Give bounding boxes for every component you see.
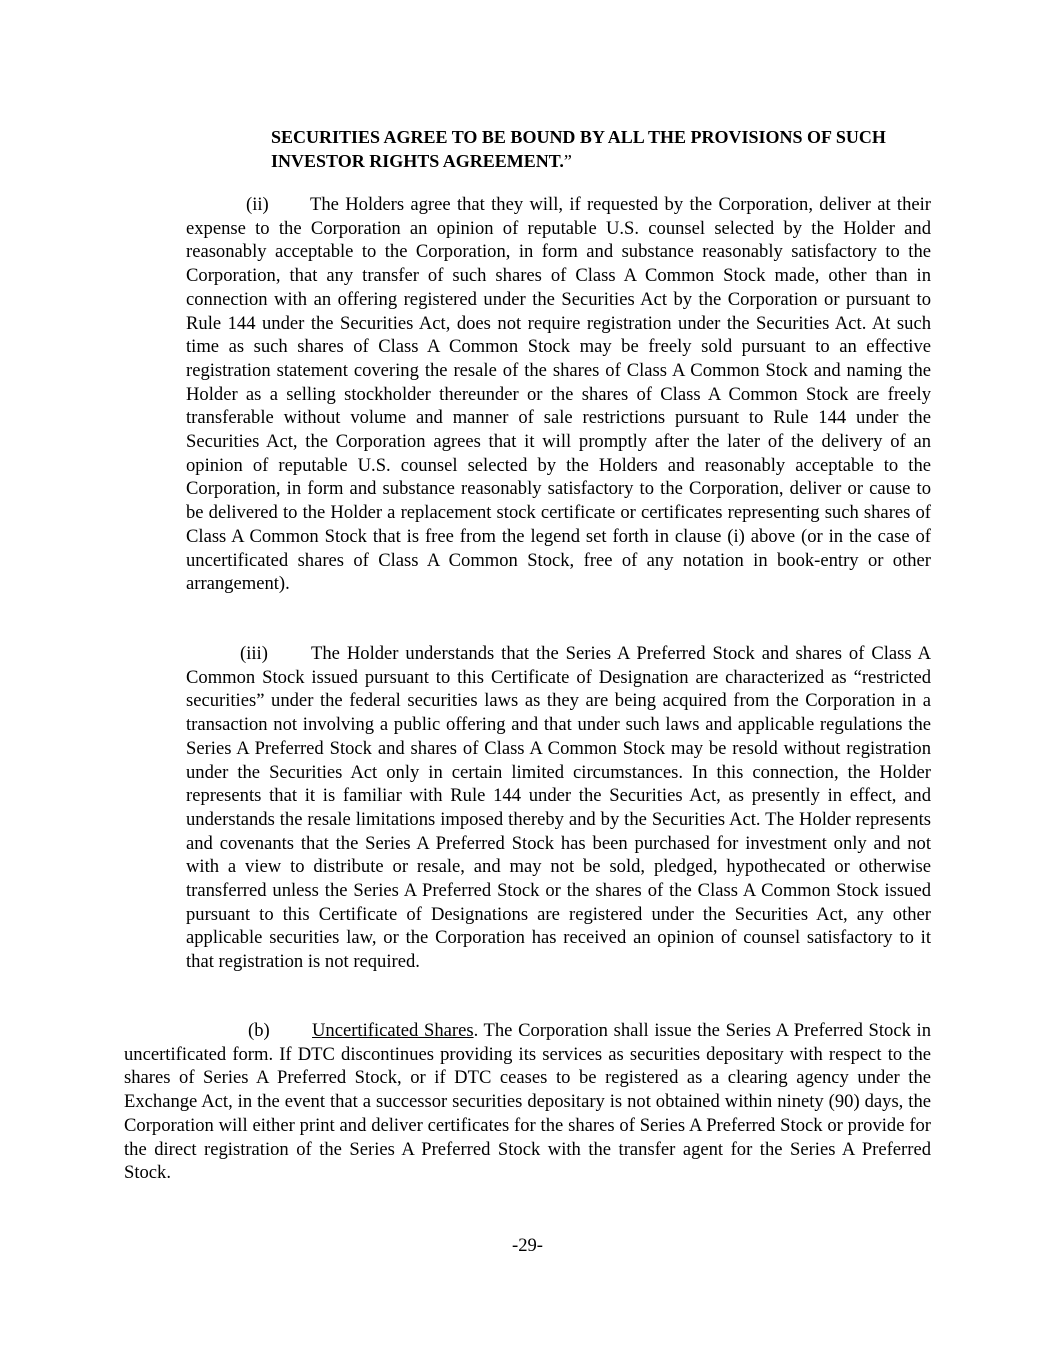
- page-number: -29-: [512, 1235, 543, 1256]
- legend-close-quote: ”: [563, 151, 572, 171]
- paragraph-ii-number: (ii): [246, 194, 269, 215]
- legend-heading: [271, 125, 935, 173]
- paragraph-iii: [186, 642, 931, 974]
- paragraph-iii-number: (iii): [240, 643, 268, 664]
- paragraph-b-number: (b): [248, 1020, 270, 1041]
- paragraph-b-title: Uncertificated Shares: [312, 1020, 474, 1041]
- paragraph-b: [124, 1019, 931, 1185]
- paragraph-b-text: . The Corporation shall issue the Series A Preferred Stock in uncertificated form. If DTC discontinues providing its services as securities depositary with respect to the shares of Series A Preferred Stock, or if DTC ceases to be registered as a clearing agency under the Exchange Act, in the event that a successor securities depositary is not obtained within ninety (90) days, the Corporation will either print and deliver certificates for the shares of Series A Preferred Stock or provide for the direct registration of the Series A Preferred Stock with the transfer agent for the Series A Preferred Stock.: [124, 1020, 931, 1184]
- paragraph-ii: [186, 193, 931, 596]
- legend-heading-text: SECURITIES AGREE TO BE BOUND BY ALL THE PROVISIONS OF SUCH INVESTOR RIGHTS AGREEMENT.: [271, 127, 886, 171]
- paragraph-iii-text: The Holder understands that the Series A Preferred Stock and shares of Class A Common Stock issued pursuant to this Certificate of Designation are characterized as “restricted securities” under the federal securities laws as they are being acquired from the Corporation in a transaction not involving a public offering and that under such laws and applicable regulations the Series A Preferred Stock and shares of Class A Common Stock may be resold without registration under the Securities Act only in certain limited circumstances. In this connection, the Holder represents that it is familiar with Rule 144 under the Securities Act, as presently in effect, and understands the resale limitations imposed thereby and by the Securities Act. The Holder represents and covenants that the Series A Preferred Stock has been purchased for investment only and not with a view to distribute or resale, and may not be sold, pledged, hypothecated or otherwise transferred unless the Series A Preferred Stock or the shares of the Class A Common Stock issued pursuant to this Certificate of Designations are registered under the Securities Act, any other applicable securities law, or the Corporation has received an opinion of counsel satisfactory to it that registration is not required.: [186, 643, 931, 973]
- paragraph-ii-text: The Holders agree that they will, if requested by the Corporation, deliver at their expense to the Corporation an opinion of reputable U.S. counsel selected by the Holder and reasonably acceptable to the Corporation, in form and substance reasonably satisfactory to the Corporation, that any transfer of such shares of Class A Common Stock made, other than in connection with an offering registered under the Securities Act by the Corporation or pursuant to Rule 144 under the Securities Act, does not require registration under the Securities Act. At such time as such shares of Class A Common Stock may be freely sold pursuant to an effective registration statement covering the resale of the shares of Class A Common Stock and naming the Holder as a selling stockholder thereunder or the shares of Class A Common Stock are freely transferable without volume and manner of sale restrictions pursuant to Rule 144 under the Securities Act, the Corporation agrees that it will promptly after the later of the delivery of an opinion of reputable U.S. counsel selected by the Holders and reasonably acceptable to the Corporation, in form and substance reasonably satisfactory to the Corporation, deliver or cause to be delivered to the Holder a replacement stock certificate or certificates representing such shares of Class A Common Stock that is free from the legend set forth in clause (i) above (or in the case of uncertificated shares of Class A Common Stock, free of any notation in book-entry or other arrangement).: [186, 194, 931, 595]
